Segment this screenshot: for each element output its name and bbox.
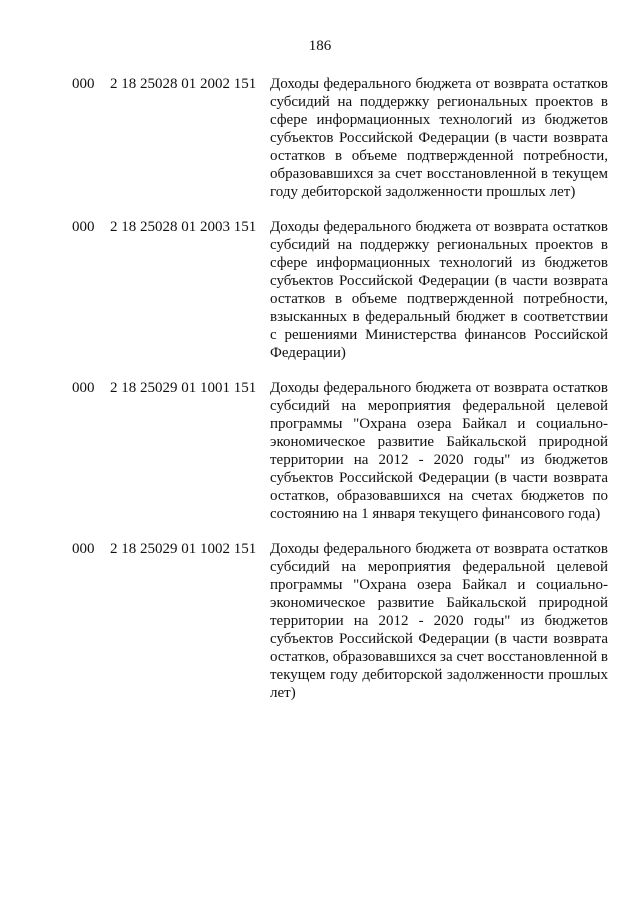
- income-description: Доходы федерального бюджета от возврата остатков субсидий на поддержку региональных проектов в сфере информационных технологий из бюджетов субъектов Российской Федерации (в части возврата остатков в объеме подтвержденной потребности, образовавшихся за счет восстановленной в текущем году дебиторской задолженности прошлых лет): [270, 76, 608, 200]
- income-description: Доходы федерального бюджета от возврата остатков субсидий на мероприятия федеральной целевой программы "Охрана озера Байкал и социально-экономическое развитие Байкальской природной территории на 2012 - 2020 годы" из бюджетов субъектов Российской Федерации (в части возврата остатков, образовавшихся на счетах бюджетов по состоянию на 1 января текущего финансового года): [270, 380, 608, 522]
- budget-classification-code: 2 18 25028 01 2003 151: [110, 219, 257, 235]
- admin-code: 000: [72, 219, 95, 235]
- budget-classification-code: 2 18 25029 01 1002 151: [110, 541, 257, 557]
- table-row: [72, 379, 612, 523]
- table-row: [72, 218, 612, 362]
- income-description: Доходы федерального бюджета от возврата остатков субсидий на поддержку региональных проектов в сфере информационных технологий из бюджетов субъектов Российской Федерации (в части возврата остатков в объеме подтвержденной потребности, взысканных в федеральный бюджет в соответствии с решениями Министерства финансов Российской Федерации): [270, 219, 608, 361]
- table-row: [72, 540, 612, 702]
- table-row: [72, 75, 612, 201]
- budget-classification-code: 2 18 25029 01 1001 151: [110, 380, 257, 396]
- page-number: 186: [308, 38, 332, 54]
- admin-code: 000: [72, 76, 95, 92]
- budget-classification-code: 2 18 25028 01 2002 151: [110, 76, 257, 92]
- income-description: Доходы федерального бюджета от возврата остатков субсидий на мероприятия федеральной целевой программы "Охрана озера Байкал и социально-экономическое развитие Байкальской природной территории на 2012 - 2020 годы" из бюджетов субъектов Российской Федерации (в части возврата остатков, образовавшихся за счет восстановленной в текущем году дебиторской задолженности прошлых лет): [270, 541, 608, 701]
- admin-code: 000: [72, 541, 95, 557]
- admin-code: 000: [72, 380, 95, 396]
- budget-codes-table: [72, 75, 612, 719]
